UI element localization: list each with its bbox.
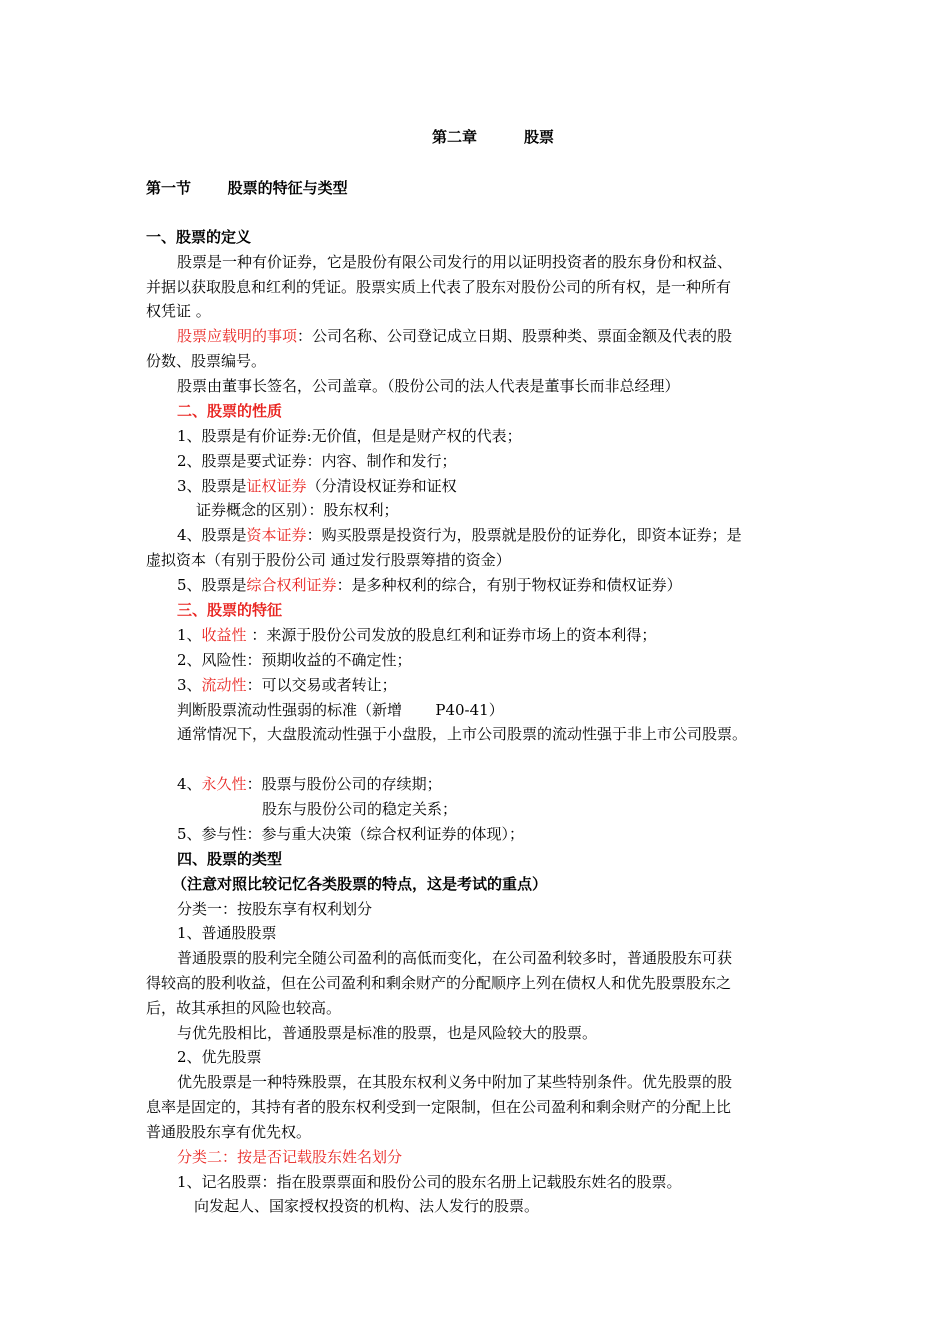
text-span: 3、: [177, 676, 202, 694]
chapter-title: [432, 126, 554, 147]
text-span: ：来源于股份公司发放的股息红利和证券市场上的资本利得；: [246, 626, 657, 644]
paragraph-line: 分类二：按是否记载股东姓名划分: [177, 1148, 403, 1166]
highlight-text: 资本证券: [246, 526, 307, 544]
text-span: ：可以交易或者转让；: [246, 676, 397, 694]
heading-nature: 二、股票的性质: [177, 402, 283, 420]
list-item: 2、股票是要式证券：内容、制作和发行；: [177, 452, 457, 470]
highlight-text: 证权证券: [246, 477, 307, 495]
highlight-text: 股票应载明的事项: [177, 327, 298, 345]
text-span: ：公司名称、公司登记成立日期、股票种类、票面金额及代表的股: [297, 327, 733, 345]
text-span: 4、股票是: [177, 526, 247, 544]
highlight-text: 收益性: [201, 626, 247, 644]
paragraph-line: 优先股票是一种特殊股票，在其股东权利义务中附加了某些特别条件。优先股票的股: [177, 1073, 733, 1091]
heading-features: 三、股票的特征: [177, 601, 283, 619]
paragraph-line: 通常情况下，大盘股流动性强于小盘股，上市公司股票的流动性强于非上市公司股票。: [177, 725, 748, 743]
paragraph-line: 股票由董事长签名，公司盖章。（股份公司的法人代表是董事长而非总经理）: [177, 377, 680, 395]
paragraph-line: 普通股票的股利完全随公司盈利的高低而变化，在公司盈利较多时，普通股股东可获: [177, 949, 733, 967]
list-item-continued: 股东与股份公司的稳定关系；: [262, 800, 458, 818]
list-item: [177, 574, 682, 596]
list-item: 2、风险性：预期收益的不确定性；: [177, 651, 412, 669]
section-number: 第一节: [146, 179, 192, 197]
highlight-text: 流动性: [201, 676, 247, 694]
heading-note: （注意对照比较记忆各类股票的特点，这是考试的重点）: [172, 875, 548, 893]
list-item: [177, 773, 442, 795]
text-span: 3、股票是: [177, 477, 247, 495]
paragraph-line: 得较高的股利收益，但在公司盈利和剩余财产的分配顺序上列在债权人和优先股票股东之: [146, 974, 732, 992]
paragraph-line: 向发起人、国家授权投资的机构、法人发行的股票。: [194, 1197, 540, 1215]
list-item: [177, 475, 457, 497]
paragraph-line: [177, 325, 732, 347]
list-item: 1、股票是有价证券:无价值，但是是财产权的代表；: [177, 427, 522, 445]
text-span: 5、股票是: [177, 576, 247, 594]
paragraph-line: 2、优先股票: [177, 1048, 262, 1066]
heading-types: 四、股票的类型: [177, 850, 283, 868]
list-item-continued: 虚拟资本（有别于股份公司 通过发行股票筹措的资金）: [146, 551, 511, 569]
chapter-name: 股票: [524, 128, 555, 146]
text-span: ：股票与股份公司的存续期；: [246, 775, 442, 793]
paragraph-line: 并据以获取股息和红利的凭证。股票实质上代表了股东对股份公司的所有权，是一种所有: [146, 278, 732, 296]
list-item: [177, 624, 656, 646]
chapter-number: 第二章: [432, 128, 478, 146]
text-span: 1、: [177, 626, 202, 644]
paragraph-line: 1、记名股票：指在股票票面和股份公司的股东名册上记载股东姓名的股票。: [177, 1173, 682, 1191]
list-item: [177, 524, 742, 546]
paragraph-line: 权凭证 。: [146, 302, 211, 320]
section-name: 股票的特征与类型: [227, 179, 348, 197]
text-span: （分清设权证券和证权: [306, 477, 457, 495]
heading-definition: 一、股票的定义: [146, 228, 252, 246]
list-item: 5、参与性：参与重大决策（综合权利证券的体现）；: [177, 825, 525, 843]
highlight-text: 永久性: [201, 775, 247, 793]
text-span: ：是多种权利的综合，有别于物权证券和债权证券）: [336, 576, 682, 594]
paragraph-line: 份数、股票编号。: [146, 352, 267, 370]
paragraph-line: 与优先股相比，普通股票是标准的股票，也是风险较大的股票。: [177, 1024, 598, 1042]
paragraph-line: 判断股票流动性强弱的标准（新增 P40-41）: [177, 701, 504, 719]
text-span: ：购买股票是投资行为，股票就是股份的证券化，即资本证券；是: [306, 526, 742, 544]
paragraph-line: 股票是一种有价证券，它是股份有限公司发行的用以证明投资者的股东身份和权益、: [177, 253, 733, 271]
highlight-text: 综合权利证券: [246, 576, 337, 594]
text-span: 4、: [177, 775, 202, 793]
list-item: [177, 674, 397, 696]
paragraph-line: 息率是固定的，其持有者的股东权利受到一定限制，但在公司盈利和剩余财产的分配上比: [146, 1098, 732, 1116]
section-title: [146, 177, 348, 199]
paragraph-line: 普通股股东享有优先权。: [146, 1123, 312, 1141]
paragraph-line: 分类一：按股东享有权利划分: [177, 900, 373, 918]
list-item-continued: 证券概念的区别）：股东权利；: [196, 501, 399, 519]
paragraph-line: 1、普通股股票: [177, 924, 277, 942]
paragraph-line: 后，故其承担的风险也较高。: [146, 999, 342, 1017]
